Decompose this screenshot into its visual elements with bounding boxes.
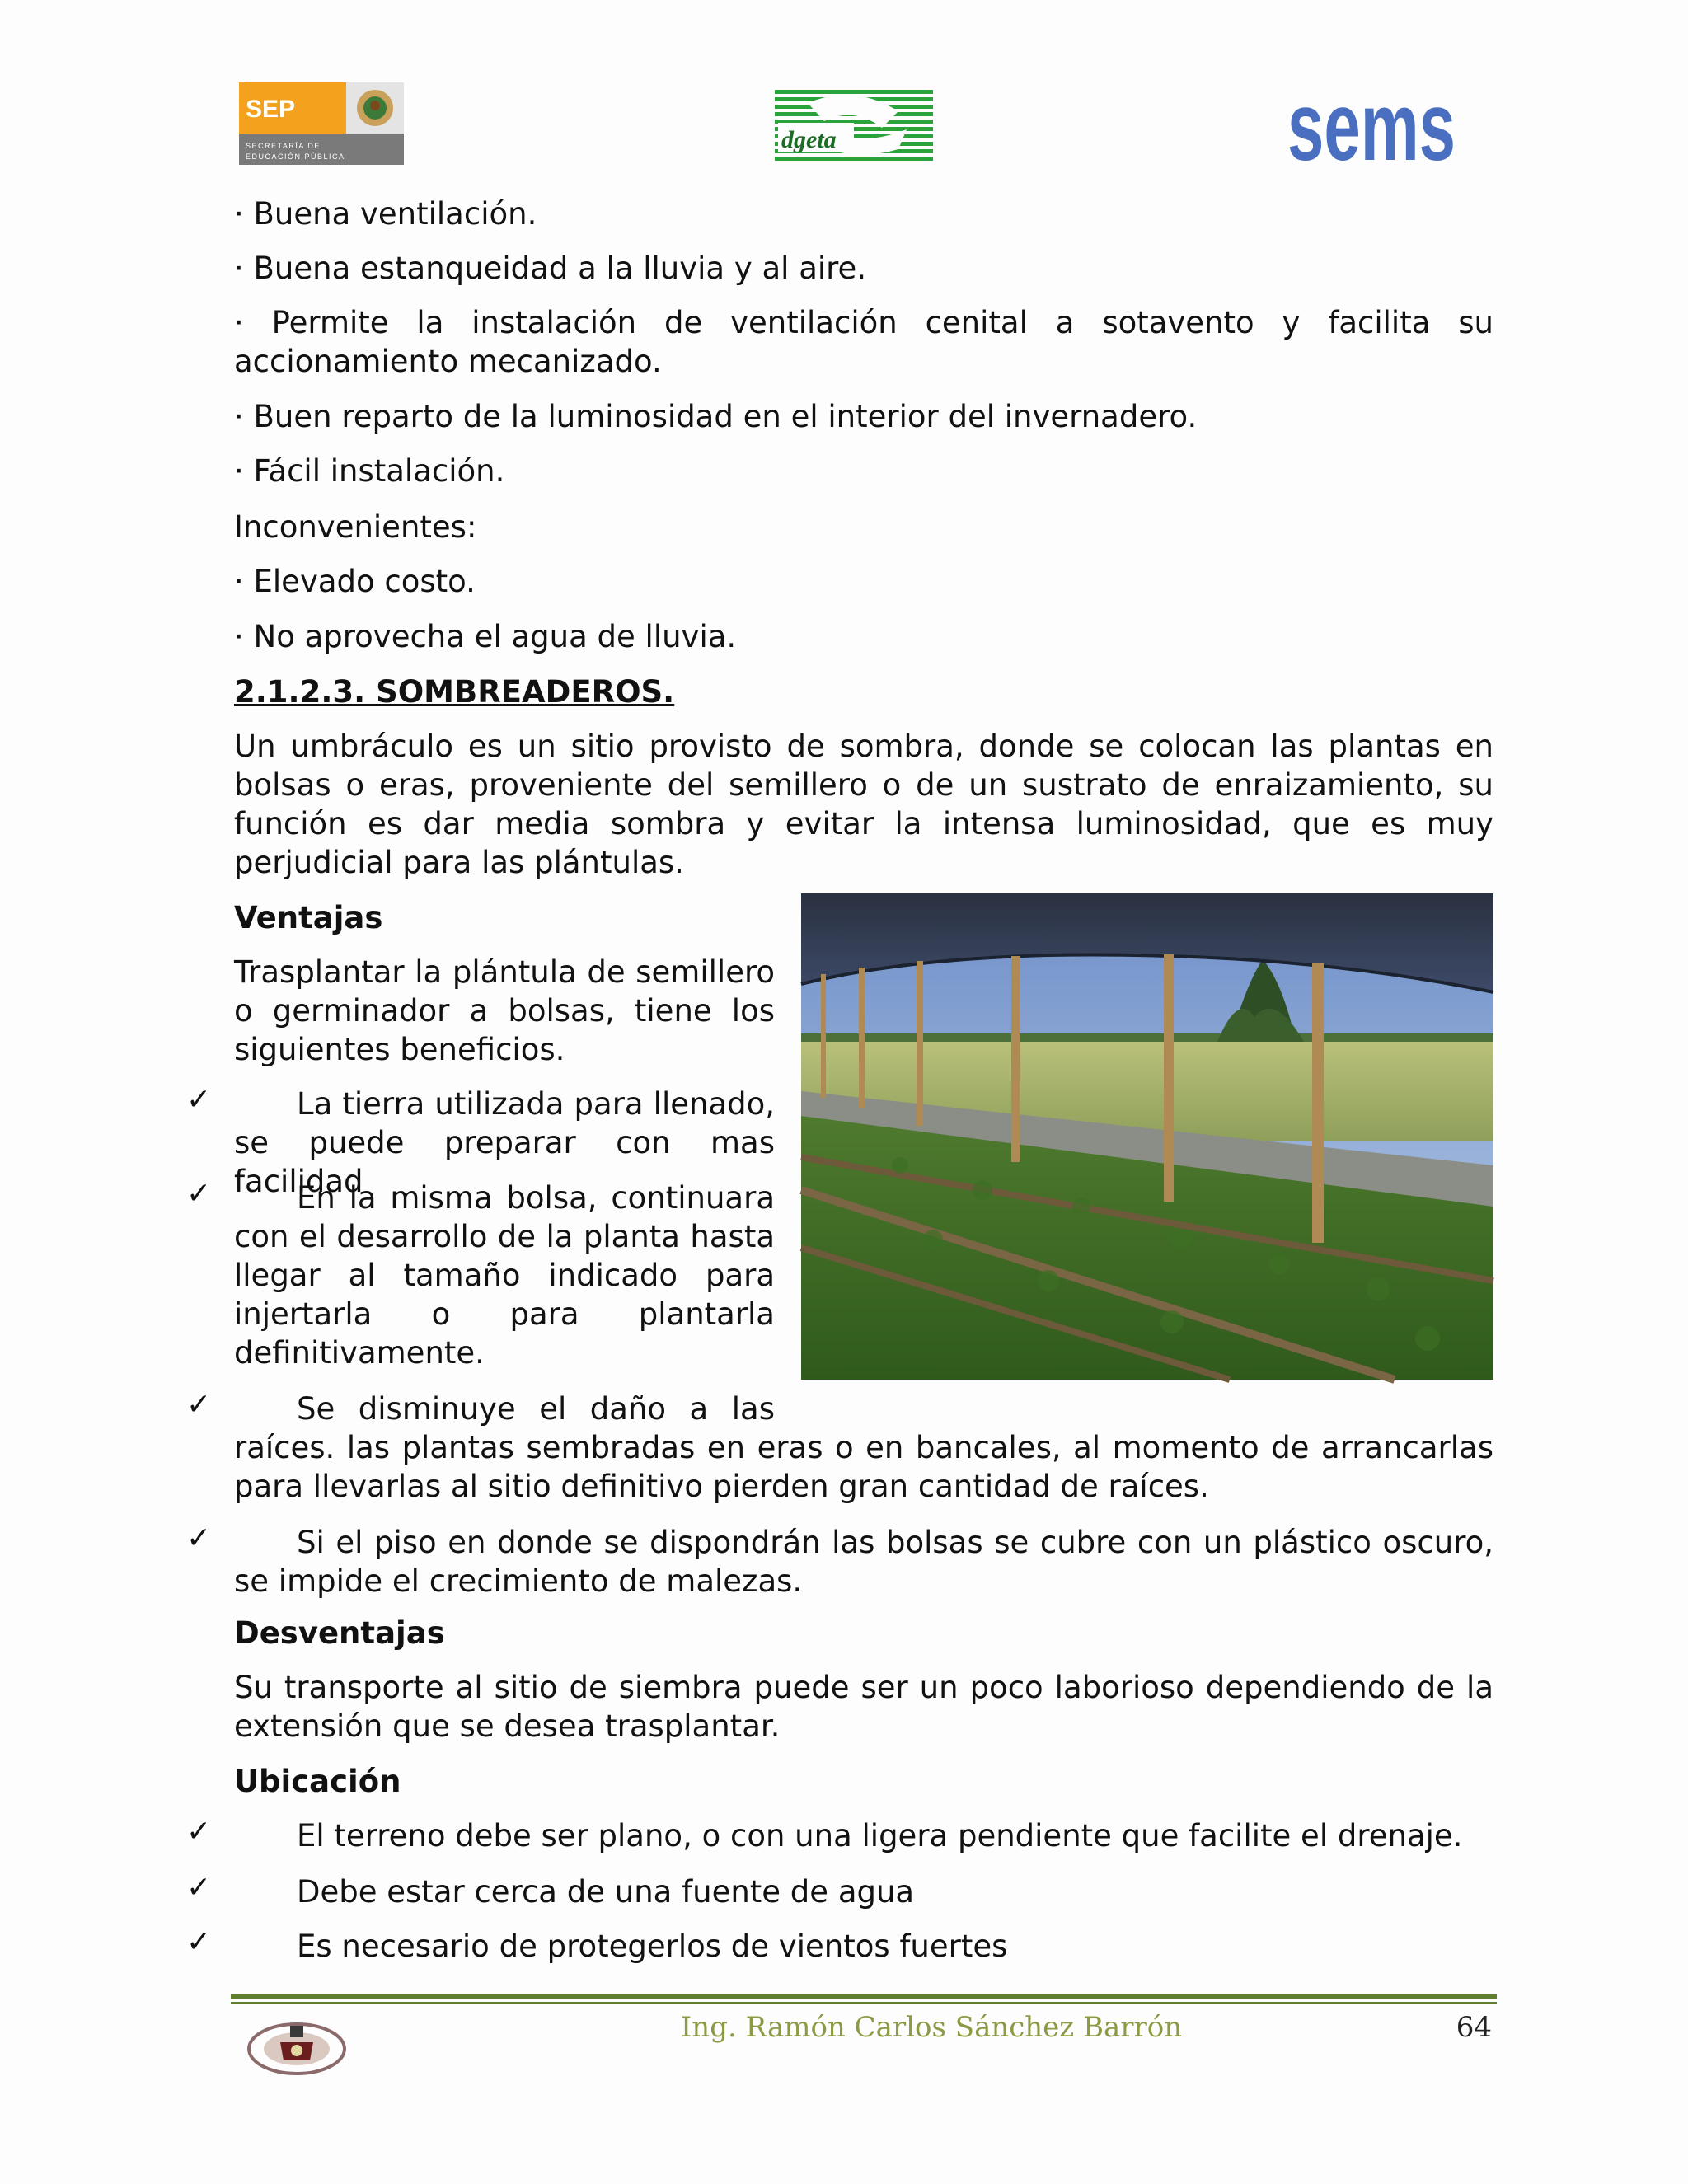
sep-logo: [239, 82, 404, 165]
check-icon: ✓: [186, 1177, 212, 1211]
bullet-elevado-costo: · Elevado costo.: [234, 564, 476, 599]
ventaja-dano-raices-a: Se disminuye el daño a las: [297, 1391, 775, 1427]
school-seal-logo: [244, 2014, 349, 2080]
footer-rule-thin: [231, 2002, 1497, 2004]
ventajas-intro: Trasplantar la plántula de semillero o germinador a bolsas, tiene los siguientes beneficios.: [234, 954, 775, 1067]
footer-rule: [231, 1994, 1497, 1999]
page-number: 64: [1456, 2011, 1492, 2044]
check-icon: ✓: [186, 1815, 212, 1849]
inconvenientes-label: Inconvenientes:: [234, 509, 477, 545]
check-icon: ✓: [186, 1388, 212, 1422]
ventaja-plastico: Si el piso en donde se dispondrán las bolsas se cubre con un plástico oscuro, se impide el crecimiento de malezas.: [234, 1525, 1493, 1599]
ventaja-tierra: La tierra utilizada para llenado, se puede preparar con mas facilidad: [234, 1086, 775, 1199]
ubicacion-agua: Debe estar cerca de una fuente de agua: [297, 1874, 915, 1910]
check-icon: ✓: [186, 1521, 212, 1555]
bullet-ventilacion: · Buena ventilación.: [234, 196, 537, 232]
bullet-agua-lluvia: · No aprovecha el agua de lluvia.: [234, 619, 737, 654]
check-icon: ✓: [186, 1083, 212, 1117]
desventajas-text: Su transporte al sitio de siembra puede ser un poco laborioso dependiendo de la extensión que se desea trasplantar.: [234, 1670, 1493, 1744]
sombreadero-photo: [801, 893, 1493, 1380]
bullet-ventilacion-cenital: · Permite la instalación de ventilación cenital a sotavento y facilita su accionamiento mecanizado.: [234, 305, 1493, 379]
sems-logo: [1287, 73, 1457, 181]
ubicacion-heading: Ubicación: [234, 1764, 401, 1799]
sep-abbr: SEP: [246, 96, 296, 123]
bullet-estanqueidad: · Buena estanqueidad a la lluvia y al aire.: [234, 251, 867, 286]
sems-text: sems: [1287, 73, 1456, 181]
dgeta-logo: [775, 87, 933, 162]
check-icon: ✓: [186, 1925, 212, 1959]
intro-paragraph: Un umbráculo es un sitio provisto de sombra, donde se colocan las plantas en bolsas o eras, proveniente del semillero o de un sustrato de enraizamiento, su función es dar media sombra y evitar la intensa luminosidad, que es muy perjudicial para las plántulas.: [234, 729, 1493, 880]
sep-line1: SECRETARÍA DE: [246, 142, 321, 150]
ventajas-heading: Ventajas: [234, 900, 383, 935]
ubicacion-vientos: Es necesario de protegerlos de vientos fuertes: [297, 1929, 1008, 1964]
bullet-facil-instalacion: · Fácil instalación.: [234, 453, 505, 489]
check-icon: ✓: [186, 1871, 212, 1905]
section-heading: 2.1.2.3. SOMBREADEROS.: [234, 674, 675, 710]
dgeta-text: dgeta: [781, 126, 837, 153]
ventaja-dano-raices-b: raíces. las plantas sembradas en eras o en bancales, al momento de arrancarlas para llevarlas al sitio definitivo pierden gran cantidad de raíces.: [234, 1430, 1493, 1504]
sep-line2: EDUCACIÓN PÚBLICA: [246, 152, 345, 161]
ventaja-misma-bolsa: En la misma bolsa, continuara con el desarrollo de la planta hasta llegar al tamaño indicado para injertarla o para plantarla definitivamente.: [234, 1180, 775, 1371]
footer-author: Ing. Ramón Carlos Sánchez Barrón: [680, 2011, 1183, 2044]
desventajas-heading: Desventajas: [234, 1615, 445, 1651]
bullet-luminosidad: · Buen reparto de la luminosidad en el interior del invernadero.: [234, 399, 1198, 434]
ubicacion-terreno: El terreno debe ser plano, o con una ligera pendiente que facilite el drenaje.: [297, 1818, 1463, 1854]
